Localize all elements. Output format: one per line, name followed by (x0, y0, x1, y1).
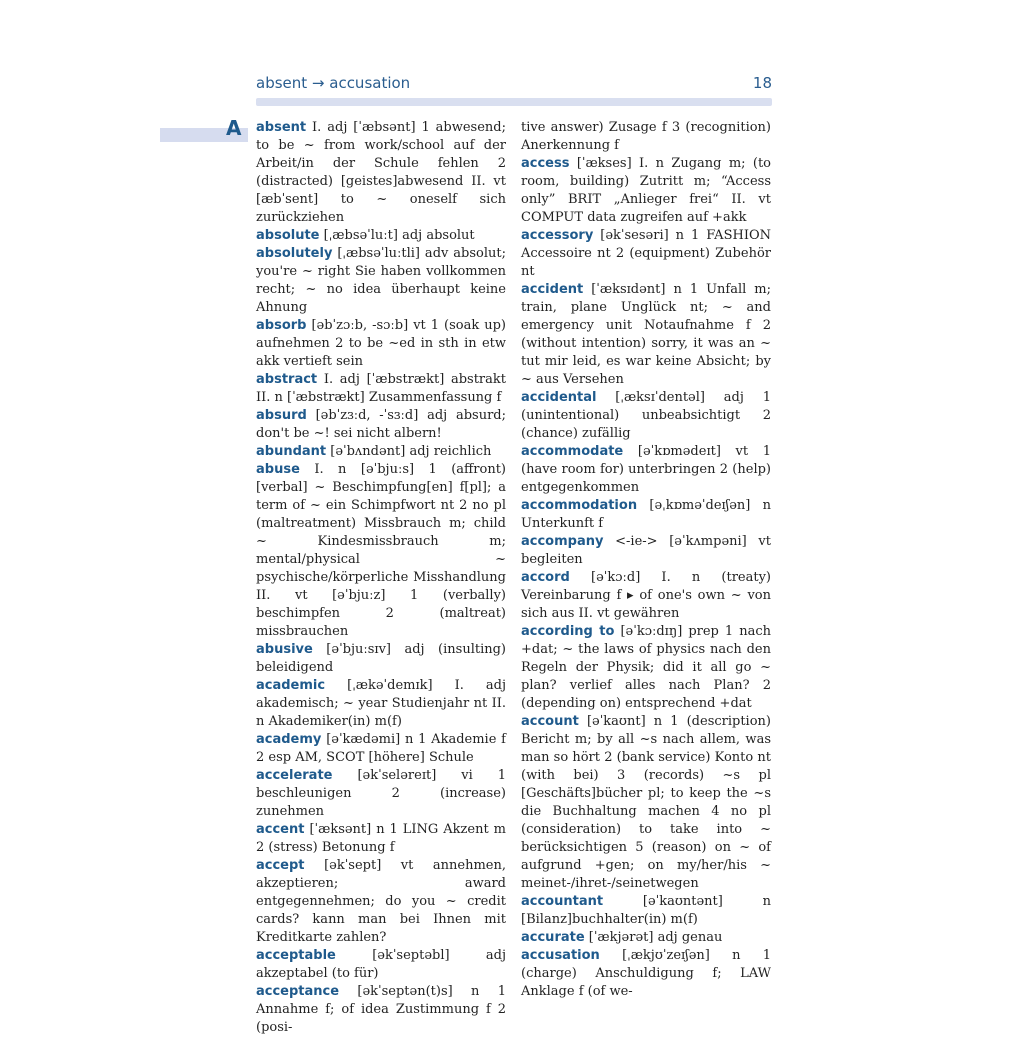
dictionary-entry (256, 461, 506, 641)
dictionary-entry (256, 677, 506, 731)
dictionary-entry (256, 407, 506, 443)
entry-definition: [əˈbʌndənt] adj reichlich (326, 444, 492, 459)
entry-definition: <-ie-> [əˈkʌmpəni] vt begleiten (521, 534, 771, 567)
dictionary-entry (521, 713, 771, 893)
dictionary-entry (256, 947, 506, 983)
entry-definition: I. adj [ˈæbsənt] 1 abwesend; to be ~ from work/school auf der Arbeit/in der Schule fehlen 2 (distracted) [geistes]abwesend II. vt [æbˈsent] to ~ oneself sich zurückziehen (256, 120, 506, 225)
entry-definition: [əkˈsesəri] n 1 FASHION Accessoire nt 2 (equipment) Zubehör nt (521, 228, 771, 279)
dictionary-entry (521, 893, 771, 929)
entry-headword: abundant (256, 444, 327, 459)
entry-headword: absolute (256, 228, 320, 243)
entry-definition: [əˈkaʊnt] n 1 (description) Bericht m; by all ~s nach allem, was man so hört 2 (bank service) Konto nt (with bei) 3 (records) ~s pl [Geschäfts]bücher pl; to keep the ~s die Buchhaltung machen 4 no pl (consideration) to take into ~ berücksichtigen 5 (reason) on ~ of aufgrund +gen; on my/her/his ~ meinet-/ihret-/seinetwegen (521, 714, 771, 891)
entry-headword: accompany (521, 534, 604, 549)
entry-definition: [ˌækjʊˈzeɪʃən] n 1 (charge) Anschuldigung f; LAW Anklage f (of we- (521, 948, 771, 999)
entry-headword: account (521, 714, 579, 729)
dictionary-entry (521, 155, 771, 227)
entry-definition: [ˈæksənt] n 1 LING Akzent m 2 (stress) Betonung f (256, 822, 506, 855)
left-column (256, 119, 506, 1035)
entry-definition: [ˈækses] I. n Zugang m; (to room, building) Zutritt m; “Access only” BRIT „Anlieger frei“ II. vt COMPUT data zugreifen auf +akk (521, 156, 771, 225)
dictionary-entry (521, 569, 771, 623)
entry-headword: accountant (521, 894, 604, 909)
entry-headword: absorb (256, 318, 307, 333)
entry-headword: abstract (256, 372, 318, 387)
entry-headword: academic (256, 678, 326, 693)
right-column (521, 119, 771, 999)
entry-headword: accent (256, 822, 305, 837)
entry-definition: [əˈkaʊntənt] n [Bilanz]buchhalter(in) m(f) (521, 894, 771, 927)
entry-definition: [ˈækjərət] adj genau (584, 930, 723, 945)
dictionary-entry (521, 389, 771, 443)
dictionary-entry (256, 641, 506, 677)
entry-headword: accessory (521, 228, 594, 243)
entry-headword: accord (521, 570, 570, 585)
dictionary-entry (521, 227, 771, 281)
entry-definition: [ˌækəˈdemɪk] I. adj akademisch; ~ year Studienjahr nt II. n Akademiker(in) m(f) (256, 678, 506, 729)
entry-definition: [əˈkɔːdɪŋ] prep 1 nach +dat; ~ the laws of physics nach den Regeln der Physik; did it all go ~ plan? verlief alles nach Plan? 2 (depending on) entsprechend +dat (521, 624, 771, 711)
entry-definition: [əˈkɒmədeɪt] vt 1 (have room for) unterbringen 2 (help) entgegenkommen (521, 444, 771, 495)
entry-definition: [əbˈzɜːd, -ˈsɜːd] adj absurd; don't be ~! sei nicht albern! (256, 408, 506, 441)
entry-headword: accelerate (256, 768, 333, 783)
dictionary-entry (256, 821, 506, 857)
entry-headword: acceptance (256, 984, 340, 999)
entry-definition: I. adj [ˈæbstrækt] abstrakt II. n [ˈæbstrækt] Zusammenfassung f (256, 372, 506, 405)
section-letter: A (226, 116, 242, 140)
dictionary-entry (256, 227, 506, 245)
entry-headword: access (521, 156, 570, 171)
dictionary-entry (256, 767, 506, 821)
dictionary-entry (521, 443, 771, 497)
header-entry-range: absent → accusation (256, 74, 411, 92)
dictionary-entry (521, 281, 771, 389)
entry-definition: [əkˈseptən(t)s] n 1 Annahme f; of idea Zustimmung f 2 (posi- (256, 984, 506, 1035)
entry-definition: [əˈbjuːsɪv] adj (insulting) beleidigend (256, 642, 506, 675)
entry-headword: abusive (256, 642, 313, 657)
entry-headword: accommodation (521, 498, 638, 513)
entry-headword: accurate (521, 930, 585, 945)
header-rule (256, 98, 772, 106)
dictionary-entry (256, 983, 506, 1037)
entry-headword: abuse (256, 462, 300, 477)
entry-headword: accept (256, 858, 305, 873)
dictionary-entry (256, 443, 506, 461)
entry-headword: acceptable (256, 948, 336, 963)
dictionary-entry (521, 533, 771, 569)
entry-headword: accommodate (521, 444, 624, 459)
entry-headword: accident (521, 282, 584, 297)
dictionary-entry (256, 245, 506, 317)
dictionary-entry (521, 947, 771, 1001)
entry-definition: [ˌæbsəˈluːtli] adv absolut; you're ~ right Sie haben vollkommen recht; ~ no idea überhaupt keine Ahnung (256, 246, 506, 315)
dictionary-entry (256, 119, 506, 227)
entry-definition: [əbˈzɔːb, -sɔːb] vt 1 (soak up) aufnehmen 2 to be ~ed in sth in etw akk vertieft sein (256, 318, 506, 369)
entry-definition: [əˌkɒməˈdeɪʃən] n Unterkunft f (521, 498, 771, 531)
entry-definition: [əkˈseləreɪt] vi 1 beschleunigen 2 (increase) zunehmen (256, 768, 506, 819)
dictionary-entry (521, 623, 771, 713)
entry-headword: absolutely (256, 246, 333, 261)
running-header (256, 74, 772, 96)
dictionary-entry (521, 929, 771, 947)
entry-definition: [əkˈseptəbl] adj akzeptabel (to für) (256, 948, 506, 981)
page-number: 18 (752, 74, 772, 92)
entry-definition: [əˈkædəmi] n 1 Akademie f 2 esp AM, SCOT [höhere] Schule (256, 732, 506, 765)
dictionary-entry (256, 371, 506, 407)
dictionary-entry (256, 857, 506, 947)
entry-headword: absurd (256, 408, 307, 423)
dictionary-entry (521, 497, 771, 533)
entry-headword: accusation (521, 948, 600, 963)
entry-headword: absent (256, 120, 307, 135)
entry-headword: academy (256, 732, 322, 747)
entry-headword: accidental (521, 390, 597, 405)
entry-definition: [ˌæbsəˈluːt] adj absolut (319, 228, 475, 243)
entry-definition: I. n [əˈbjuːs] 1 (affront) [verbal] ~ Beschimpfung[en] f[pl]; a term of ~ ein Schimpfwort nt 2 no pl (maltreatment) Missbrauch m; child ~ Kindesmissbrauch m; mental/physical ~ psychische/körperliche Misshandlung II. vt [əˈbjuːz] 1 (verbally) beschimpfen 2 (maltreat) missbrauchen (256, 462, 506, 639)
entry-definition: [əˈkɔːd] I. n (treaty) Vereinbarung f ▸ of one's own ~ von sich aus II. vt gewähren (521, 570, 771, 621)
dictionary-entry (256, 317, 506, 371)
entry-definition: [əkˈsept] vt annehmen, akzeptieren; award entgegennehmen; do you ~ credit cards? kann man bei Ihnen mit Kreditkarte zahlen? (256, 858, 506, 945)
dictionary-entry (256, 731, 506, 767)
dictionary-entry (521, 119, 771, 155)
entry-definition: [ˌæksɪˈdentəl] adj 1 (unintentional) unbeabsichtigt 2 (chance) zufällig (521, 390, 771, 441)
entry-definition: tive answer) Zusage f 3 (recognition) Anerkennung f (521, 120, 771, 153)
entry-headword: according to (521, 624, 615, 639)
entry-definition: [ˈæksɪdənt] n 1 Unfall m; train, plane Unglück nt; ~ and emergency unit Notaufnahme f 2 (without intention) sorry, it was an ~ tut mir leid, es war keine Absicht; by ~ aus Versehen (521, 282, 771, 387)
